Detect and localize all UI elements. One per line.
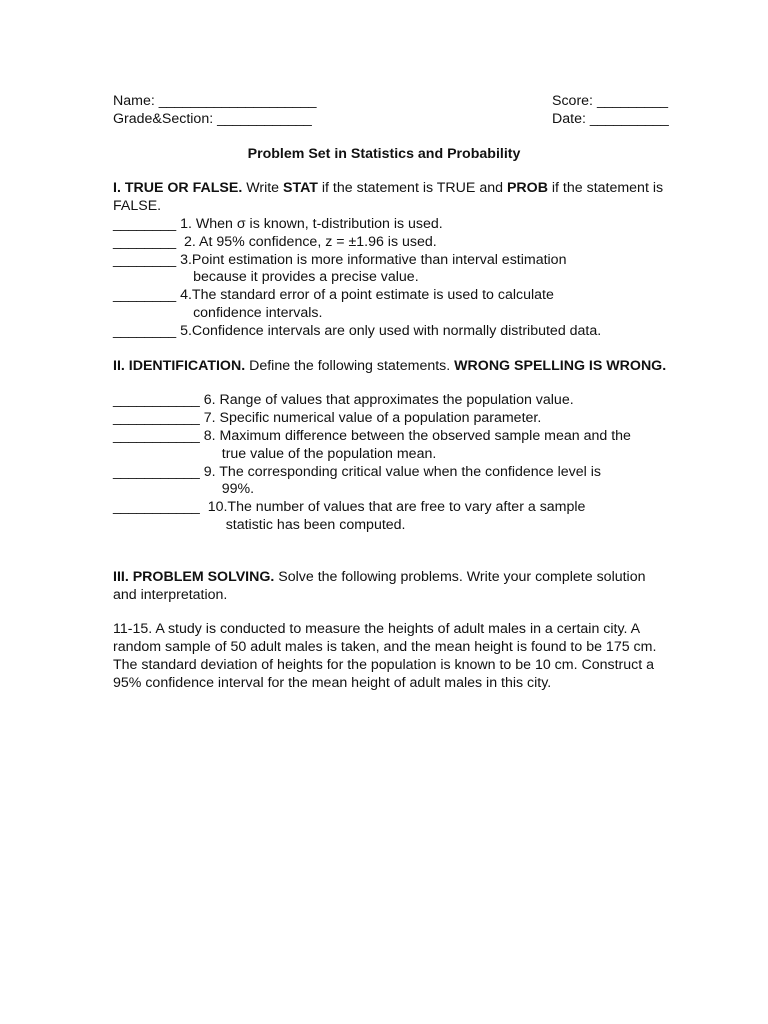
grade-section-blank[interactable]: ____________ bbox=[217, 110, 312, 127]
problem-11-15: 11-15. A study is conducted to measure the heights of adult males in a certain city. A random sample of 50 adult males is taken, and the mean height is found to be 175 cm. The standard deviation of heights for the population is known to be 10 cm. Construct a 95% confidence interval for the mean height of adult males in this city. bbox=[113, 621, 657, 691]
tf-item-text-line2: because it provides a precise value. bbox=[193, 269, 419, 286]
page-title: Problem Set in Statistics and Probability bbox=[247, 145, 521, 162]
date-blank[interactable]: __________ bbox=[589, 110, 669, 127]
id-item-6 bbox=[113, 392, 673, 410]
part1-items bbox=[113, 216, 673, 341]
worksheet-content bbox=[113, 93, 673, 693]
id-item-text-line1: 9. The corresponding critical value when the confidence level is bbox=[203, 463, 601, 480]
part2-items bbox=[113, 392, 673, 534]
name-field[interactable] bbox=[113, 93, 317, 111]
id-item-text-line1: 8. Maximum difference between the observed sample mean and the bbox=[203, 427, 631, 444]
score-field[interactable] bbox=[552, 93, 673, 111]
grade-section-field[interactable] bbox=[113, 111, 312, 129]
id-item-text bbox=[204, 428, 673, 464]
id-item-text: 7. Specific numerical value of a population parameter. bbox=[203, 410, 542, 427]
part1-heading: I. TRUE OR FALSE. bbox=[113, 180, 243, 197]
id-item-10 bbox=[113, 499, 673, 535]
id-item-text-line2: statistic has been computed. bbox=[225, 516, 406, 533]
tf-item-2 bbox=[113, 234, 673, 252]
id-item-text bbox=[208, 499, 673, 535]
part2-instr: Define the following statements. bbox=[245, 357, 455, 374]
answer-blank[interactable]: ________ bbox=[113, 251, 181, 268]
tf-item-5 bbox=[113, 323, 673, 341]
tf-item-3 bbox=[113, 252, 673, 288]
part1-instructions bbox=[113, 180, 673, 216]
part1-instr-b: if the statement is TRUE and bbox=[317, 180, 507, 197]
tf-item-4 bbox=[113, 287, 673, 323]
score-blank[interactable]: _________ bbox=[596, 93, 668, 109]
id-item-text-line2: 99%. bbox=[221, 481, 255, 498]
tf-item-text: 5.Confidence intervals are only used with normally distributed data. bbox=[180, 322, 602, 339]
name-blank[interactable]: ____________________ bbox=[158, 93, 317, 109]
header-row-1 bbox=[113, 93, 673, 111]
answer-blank[interactable]: ________ bbox=[113, 233, 185, 250]
tf-item-text-line1: 4.The standard error of a point estimate is used to calculate bbox=[180, 287, 554, 304]
answer-blank[interactable]: ___________ bbox=[113, 463, 204, 480]
answer-blank[interactable]: ________ bbox=[113, 322, 181, 339]
tf-item-text-line1: 3.Point estimation is more informative than interval estimation bbox=[180, 251, 567, 268]
part3-instr: Solve the following problems. Write your complete solution and interpretation. bbox=[113, 568, 646, 603]
answer-blank[interactable]: ___________ bbox=[113, 410, 204, 427]
id-item-7 bbox=[113, 410, 673, 428]
stat-keyword: STAT bbox=[283, 180, 318, 197]
part3-heading: III. PROBLEM SOLVING. bbox=[113, 568, 275, 585]
id-item-text-line2: true value of the population mean. bbox=[221, 445, 437, 462]
date-field[interactable] bbox=[552, 111, 673, 129]
header-row-2 bbox=[113, 111, 673, 129]
name-label: Name: bbox=[113, 93, 155, 109]
tf-item-text bbox=[180, 287, 673, 323]
tf-item-1 bbox=[113, 216, 673, 234]
part1-instr-c: if the statement is FALSE. bbox=[113, 180, 664, 215]
tf-item-text-line2: confidence intervals. bbox=[193, 304, 323, 321]
part1-instr-a: Write bbox=[242, 180, 284, 197]
part2-heading: II. IDENTIFICATION. bbox=[113, 357, 246, 374]
answer-blank[interactable]: ___________ bbox=[113, 392, 204, 409]
answer-blank[interactable]: ________ bbox=[113, 215, 181, 232]
part2-instructions bbox=[113, 358, 673, 376]
answer-blank[interactable]: ___________ bbox=[113, 427, 204, 444]
answer-blank[interactable]: ________ bbox=[113, 287, 181, 304]
prob-keyword: PROB bbox=[506, 180, 548, 197]
tf-item-text bbox=[180, 252, 673, 288]
part3-instructions bbox=[113, 569, 673, 605]
answer-blank[interactable]: ___________ bbox=[113, 499, 208, 516]
spelling-warning: WRONG SPELLING IS WRONG. bbox=[454, 357, 667, 374]
grade-section-label: Grade&Section: bbox=[113, 110, 214, 127]
id-item-text: 6. Range of values that approximates the population value. bbox=[203, 392, 574, 409]
score-label: Score: bbox=[552, 93, 594, 109]
id-item-text bbox=[204, 464, 673, 500]
tf-item-text: 2. At 95% confidence, z = ±1.96 is used. bbox=[184, 233, 437, 250]
date-label: Date: bbox=[552, 110, 586, 127]
id-item-text-line1: 10.The number of values that are free to vary after a sample bbox=[207, 499, 586, 516]
id-item-9 bbox=[113, 464, 673, 500]
id-item-8 bbox=[113, 428, 673, 464]
tf-item-text: 1. When σ is known, t-distribution is used. bbox=[180, 215, 443, 232]
